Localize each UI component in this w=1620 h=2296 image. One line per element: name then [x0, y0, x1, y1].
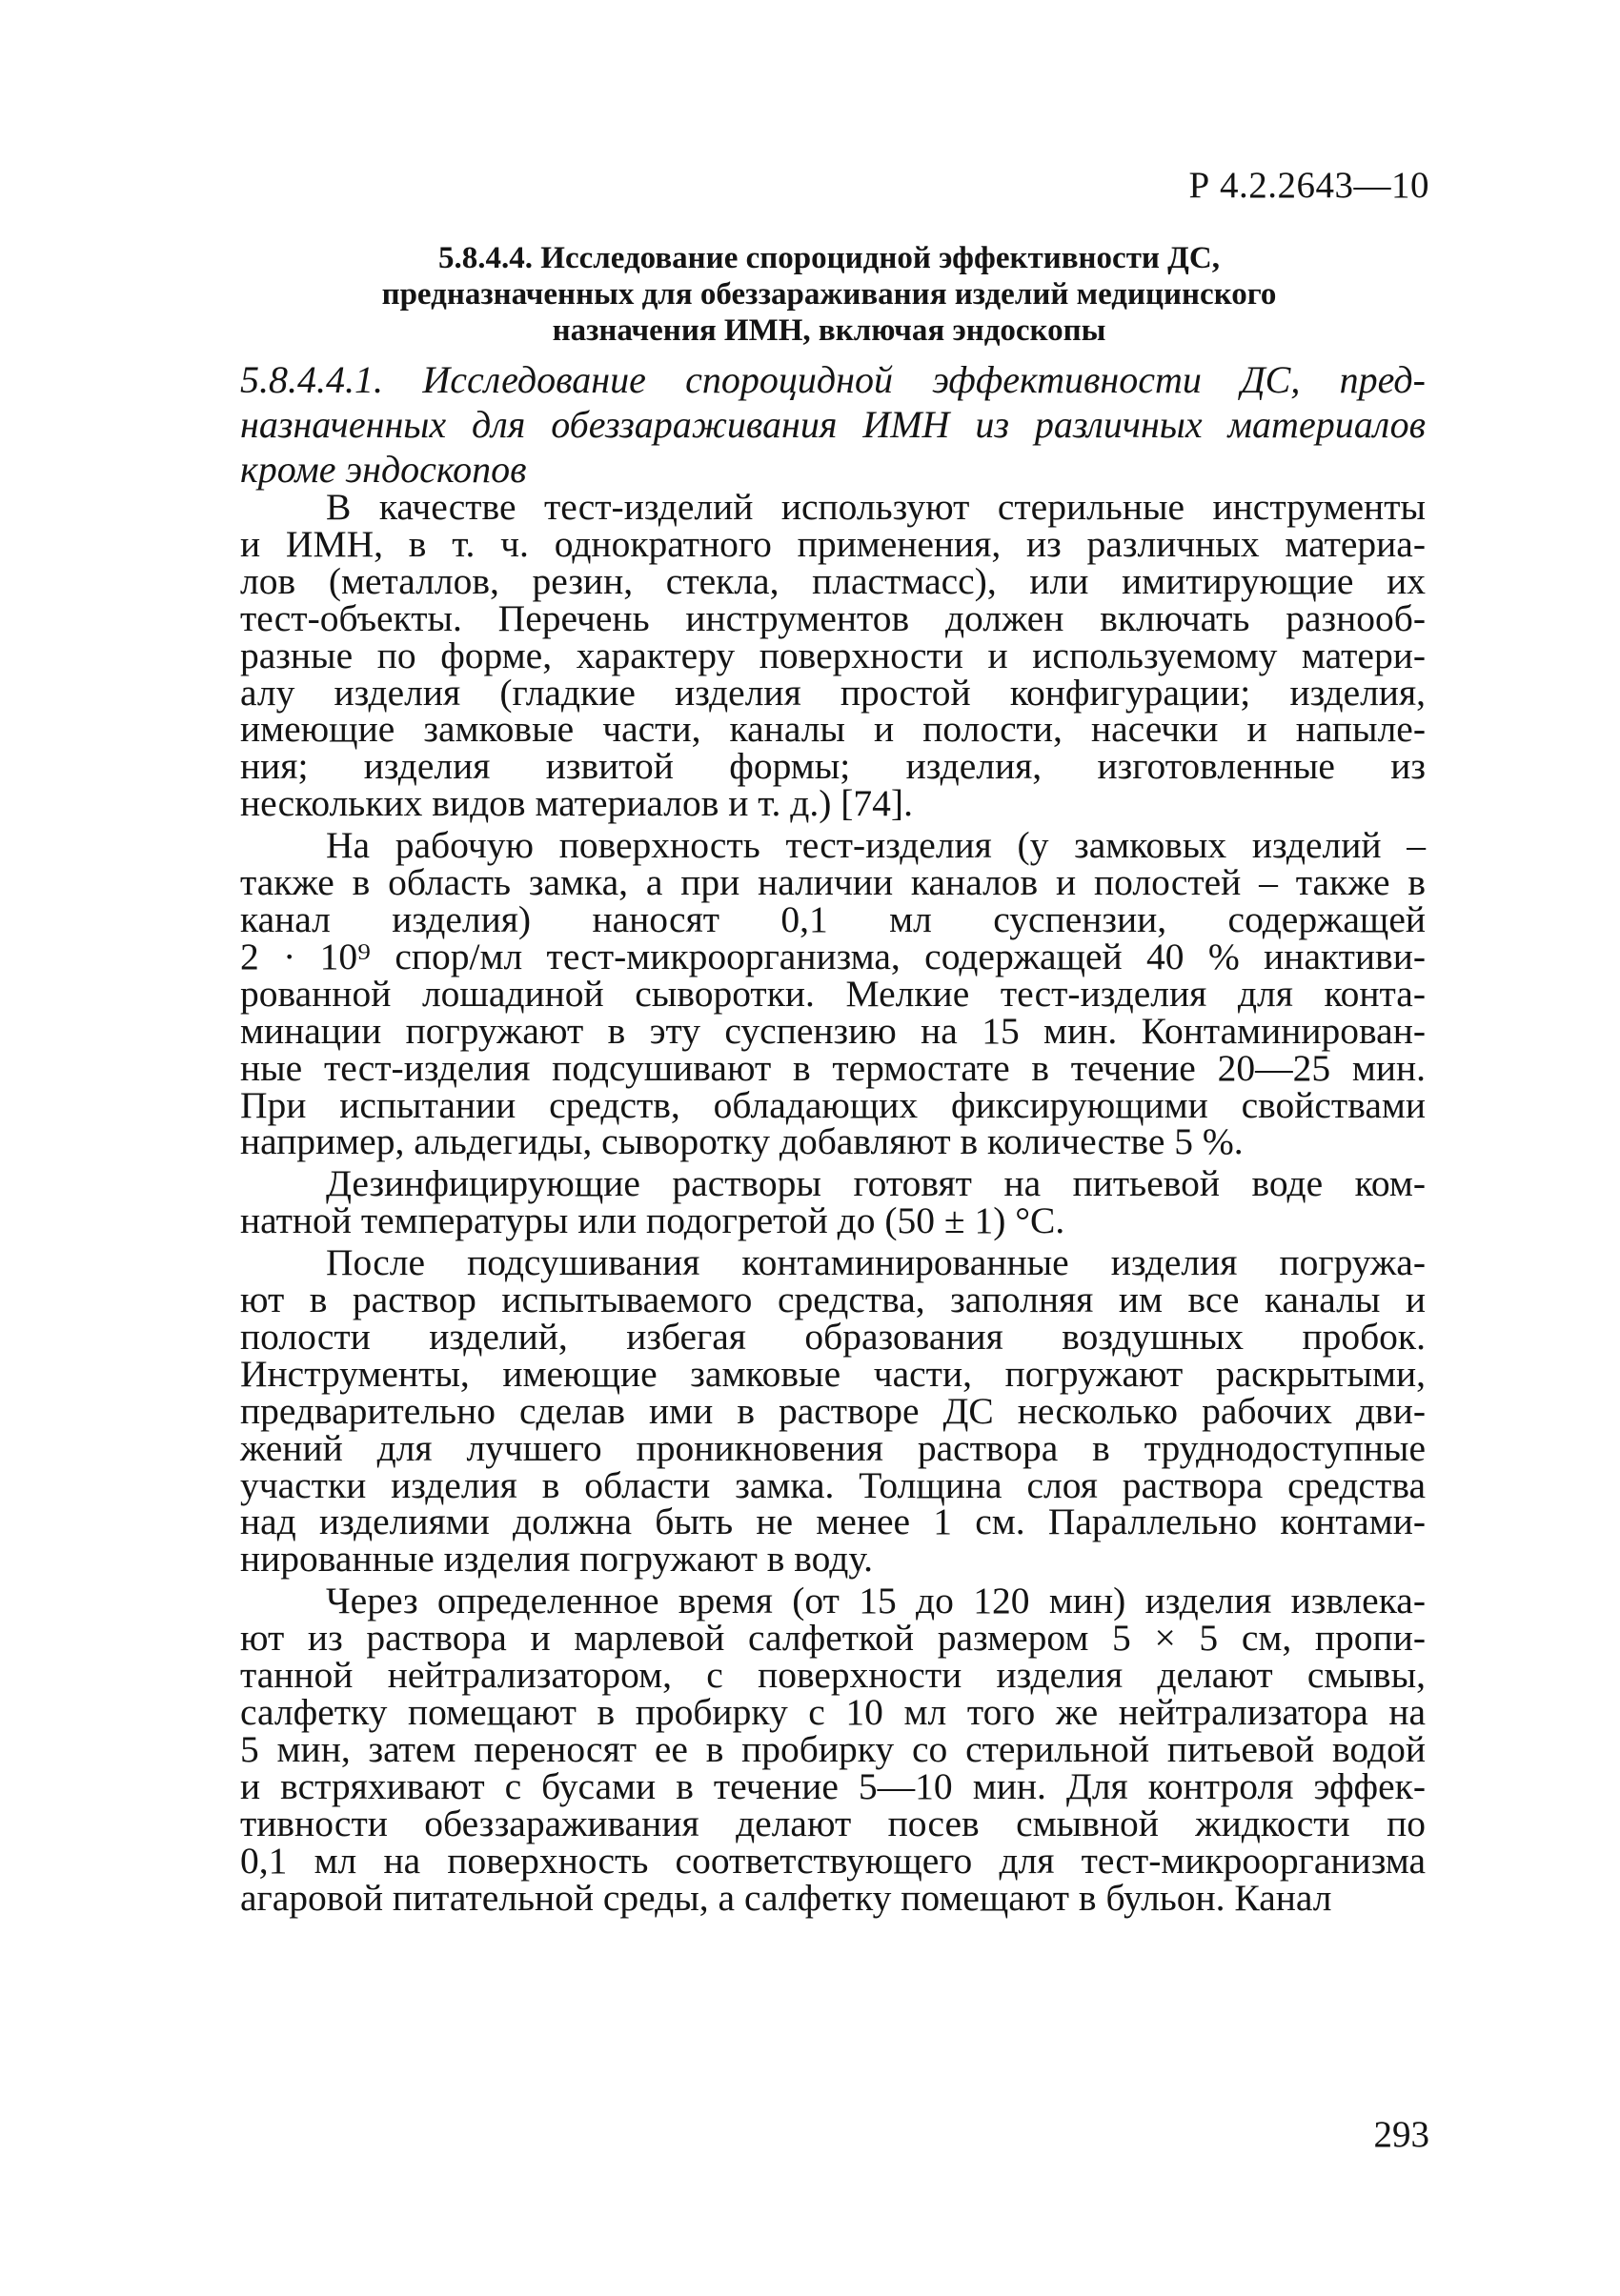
paragraph-line: имеющие замковые части, каналы и полости, насечки и напыле- [240, 708, 1426, 751]
paragraph-line: На рабочую поверхность тест-изделия (у замковых изделий – [326, 824, 1426, 867]
paragraph-line: рованной лошадиной сыворотки. Мелкие тест-изделия для конта- [240, 972, 1426, 1015]
paragraph-line: и встряхивают с бусами в течение 5—10 мин. Для контроля эффек- [240, 1764, 1426, 1807]
paragraph-line: минации погружают в эту суспензию на 15 мин. Контаминирован- [240, 1009, 1426, 1052]
paragraph-line: агаровой питательной среды, а салфетку помещают в бульон. Канал [240, 1876, 1332, 1919]
paragraph-line: ют из раствора и марлевой салфеткой размером 5 × 5 см, пропи- [240, 1617, 1426, 1660]
section-heading-line: назначения ИМН, включая эндоскопы [552, 313, 1106, 348]
subsection-heading [240, 357, 1426, 492]
paragraph [240, 1580, 1426, 1919]
paragraph-line: тест-объекты. Перечень инструментов должен включать разнооб- [240, 596, 1426, 639]
paragraph-line: 5 мин, затем переносят ее в пробирку со стерильной питьевой водой [240, 1727, 1426, 1770]
body-text [240, 486, 1426, 1921]
paragraph-line: участки изделия в области замка. Толщина слоя раствора средства [240, 1463, 1426, 1506]
subsection-heading-line: 5.8.4.4.1. Исследование спороцидной эффективности ДС, пред- [240, 358, 1426, 401]
subsection-heading-line: кроме эндоскопов [240, 448, 527, 491]
paragraph-line: разные по форме, характеру поверхности и используемому матери- [240, 634, 1426, 676]
section-heading-line: 5.8.4.4. Исследование спороцидной эффективности ДС, [438, 241, 1220, 275]
page-number: 293 [1373, 2114, 1429, 2155]
paragraph-line: лов (металлов, резин, стекла, пластмасс), или имитирующие их [240, 559, 1426, 602]
paragraph-line: алу изделия (гладкие изделия простой конфигурации; изделия, [240, 671, 1426, 714]
paragraph-line: нированные изделия погружают в воду. [240, 1538, 873, 1581]
paragraph-line: 0,1 мл на поверхность соответствующего для тест-микроорганизма [240, 1839, 1426, 1882]
paragraph-line: Инструменты, имеющие замковые части, погружают раскрытыми, [240, 1352, 1426, 1395]
paragraph-line: 2 · 10⁹ спор/мл тест-микроорганизма, содержащей 40 % инактиви- [240, 935, 1426, 977]
paragraph-line: При испытании средств, обладающих фиксирующими свойствами [240, 1083, 1426, 1126]
paragraph-line: В качестве тест-изделий используют стерильные инструменты [326, 486, 1426, 528]
paragraph-line: Через определенное время (от 15 до 120 мин) изделия извлека- [326, 1580, 1426, 1622]
paragraph-line: также в область замка, а при наличии каналов и полостей – также в [240, 861, 1426, 904]
paragraph-line: натной температуры или подогретой до (50 ± 1) °С. [240, 1199, 1065, 1242]
paragraph-line: предварительно сделав ими в растворе ДС несколько рабочих дви- [240, 1389, 1426, 1432]
section-heading [305, 240, 1353, 349]
paragraph-line: ния; изделия извитой формы; изделия, изготовленные из [240, 745, 1426, 788]
document-code: Р 4.2.2643—10 [1188, 165, 1429, 206]
paragraph-line: ют в раствор испытываемого средства, заполняя им все каналы и [240, 1279, 1426, 1321]
paragraph-line: канал изделия) наносят 0,1 мл суспензии, содержащей [240, 897, 1426, 940]
paragraph-line: После подсушивания контаминированные изделия погружа- [326, 1241, 1426, 1284]
paragraph [240, 1241, 1426, 1581]
paragraph [240, 486, 1426, 825]
paragraph-line: Дезинфицирующие растворы готовят на питьевой воде ком- [326, 1162, 1426, 1205]
paragraph-line: и ИМН, в т. ч. однократного применения, из различных материа- [240, 522, 1426, 565]
paragraph-line: нескольких видов материалов и т. д.) [74]. [240, 782, 913, 825]
paragraph-line: ные тест-изделия подсушивают в термостате в течение 20—25 мин. [240, 1046, 1426, 1089]
section-heading-line: предназначенных для обеззараживания изделий медицинского [381, 277, 1277, 312]
paragraph-line: полости изделий, избегая образования воздушных пробок. [240, 1315, 1426, 1358]
paragraph [240, 1162, 1426, 1242]
paragraph-line: над изделиями должна быть не менее 1 см. Параллельно контами- [240, 1500, 1426, 1543]
paragraph-line: жений для лучшего проникновения раствора в труднодоступные [240, 1426, 1426, 1469]
paragraph-line: тивности обеззараживания делают посев смывной жидкости по [240, 1802, 1426, 1844]
subsection-heading-line: назначенных для обеззараживания ИМН из различных материалов [240, 403, 1426, 446]
paragraph-line: танной нейтрализатором, с поверхности изделия делают смывы, [240, 1654, 1426, 1697]
paragraph-line: салфетку помещают в пробирку с 10 мл того же нейтрализатора на [240, 1691, 1426, 1733]
paragraph [240, 824, 1426, 1163]
paragraph-line: например, альдегиды, сыворотку добавляют в количестве 5 %. [240, 1120, 1244, 1163]
